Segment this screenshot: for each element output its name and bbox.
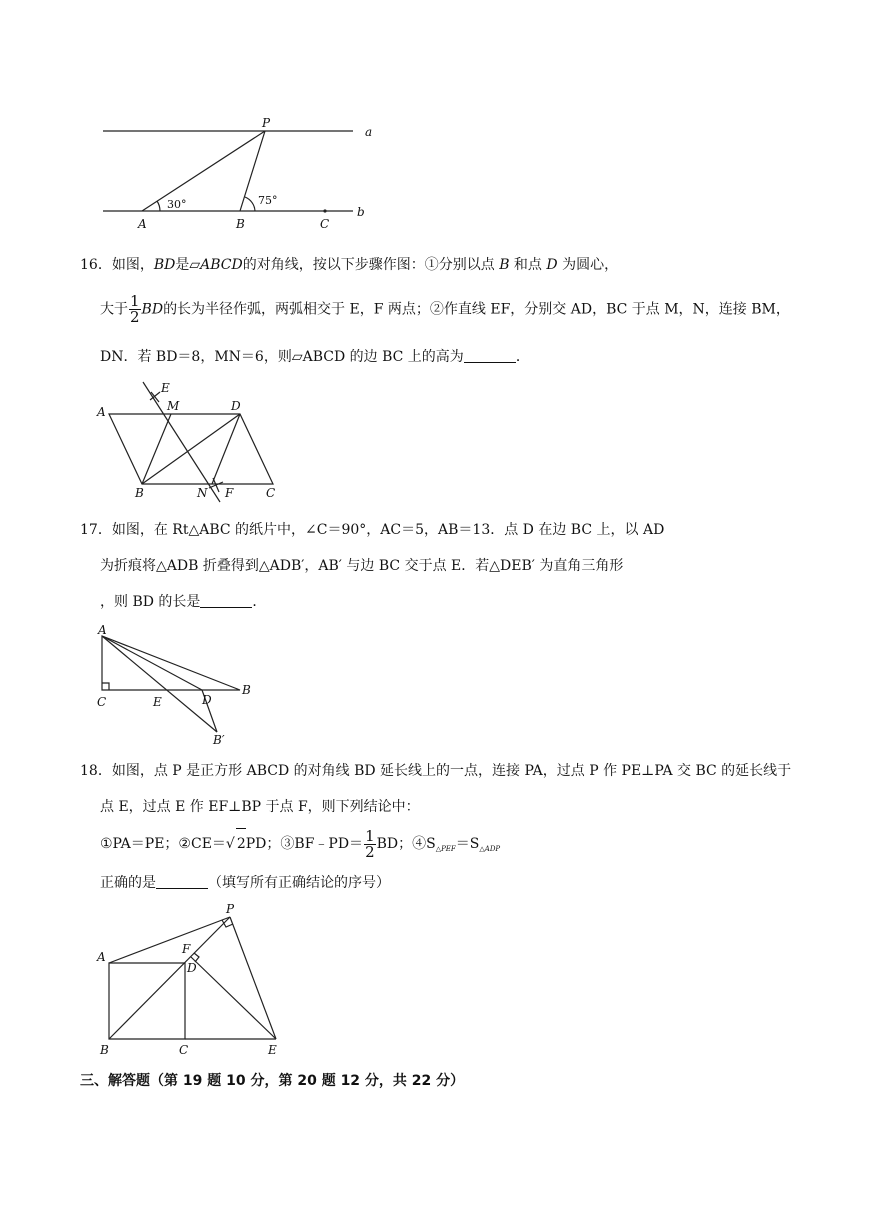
q18-answer-line	[100, 873, 390, 893]
label-D: D	[187, 961, 197, 975]
figure-q17	[92, 622, 272, 752]
q16-text: 为圆心，	[557, 257, 619, 273]
label-A: A	[97, 405, 106, 419]
q18-line2	[100, 797, 420, 817]
label-A: A	[98, 623, 107, 637]
q16-number: 16．	[80, 257, 112, 273]
label-angle-75: 75°	[258, 194, 278, 207]
q17-text: ，则 BD 的长是	[100, 594, 201, 610]
label-B: B	[100, 1043, 109, 1057]
label-b: b	[357, 205, 365, 219]
q16-text: ABCD	[200, 257, 243, 273]
figure-q16	[95, 378, 285, 508]
label-B: B	[236, 217, 245, 231]
label-D: D	[231, 399, 241, 413]
q18-text: 正确的是	[100, 875, 156, 891]
q18-conclusions: ①PA＝PE；②CE＝√ 2PD；③BF﹣PD＝ $\frac{1}{2}$ BD；$④S_{\triangle PEF}=S_{\triangle ADP}$	[100, 826, 501, 861]
label-C: C	[179, 1043, 189, 1057]
label-A: A	[97, 950, 106, 964]
q17-text: 为折痕将△ADB 折叠得到△ADB′，AB′ 与边 BC 交于点 E．若△DEB′ 为直角三角形	[100, 558, 624, 574]
q16-text: 如图，	[111, 257, 154, 273]
answer-blank	[464, 348, 516, 363]
label-B: B	[135, 486, 144, 500]
label-E: E	[268, 1043, 277, 1057]
label-C: C	[320, 217, 330, 231]
figure-q15	[95, 112, 395, 232]
q16-text: 是▱	[175, 257, 201, 273]
q17-line2	[100, 556, 623, 576]
q18-text: （填写所有正确结论的序号）	[208, 875, 390, 891]
q18-text: ＝S	[455, 836, 480, 852]
label-P: P	[226, 902, 235, 916]
q17-text: 如图，在 Rt△ABC 的纸片中，∠C＝90°，AC＝5，AB＝13．点 D 在边 BC 上，以 AD	[111, 522, 665, 538]
q16-line1	[80, 255, 618, 275]
q18-subscript: △PEF	[435, 845, 456, 853]
q17-line1	[80, 520, 664, 540]
q16-text: 的长为半径作弧，两弧相交于 E，F 两点；②作直线 EF，分别交 AD，BC 于点 M，N，连接 BM，	[163, 301, 790, 318]
q16-text: 大于	[100, 301, 128, 318]
q17-number: 17．	[80, 522, 112, 538]
fraction-half: $\frac{1}{2}$	[130, 292, 140, 326]
q17-line3	[100, 592, 266, 612]
fraction-half: $\frac{1}{2}$	[365, 826, 375, 861]
label-F: F	[225, 486, 234, 500]
q18-text: BD；④S	[376, 836, 436, 852]
q18-text: 如图，点 P 是正方形 ABCD 的对角线 BD 延长线上的一点，连接 PA，过点 P 作 PE⊥PA 交 BC 的延长线于	[111, 763, 792, 779]
q18-number: 18．	[80, 763, 112, 779]
q16-text: BD	[153, 257, 176, 273]
label-M: M	[167, 399, 180, 413]
label-C: C	[97, 695, 107, 709]
q18-subscript: △ADP	[479, 845, 501, 853]
label-E: E	[153, 695, 162, 709]
label-E: E	[161, 381, 170, 395]
label-Bprime: B′	[213, 733, 225, 747]
q18-text: 点 E，过点 E 作 EF⊥BP 于点 F，则下列结论中：	[100, 799, 420, 815]
answer-blank	[156, 874, 208, 889]
label-N: N	[197, 486, 208, 500]
label-D: D	[202, 693, 212, 707]
section-heading: 三、解答题（第 19 题 10 分，第 20 题 12 分，共 22 分）	[80, 1073, 465, 1089]
figure-q18	[95, 900, 305, 1060]
q16-text: BD	[141, 301, 164, 318]
q16-text: ．	[515, 349, 530, 365]
label-F: F	[182, 942, 191, 956]
q16-text: B	[499, 257, 510, 273]
label-C: C	[266, 486, 276, 500]
sqrt-two: 2	[236, 828, 246, 859]
q18-line1	[80, 761, 791, 781]
answer-blank	[200, 593, 252, 608]
q16-text: 和点	[509, 257, 547, 273]
label-A: A	[138, 217, 147, 231]
q17-text: ．	[252, 594, 267, 610]
q16-text: DN．若 BD＝8，MN＝6，则▱ABCD 的边 BC 上的高为	[100, 349, 464, 365]
q16-text: 的对角线，按以下步骤作图：①分别以点	[242, 257, 500, 273]
q16-line2	[100, 294, 790, 325]
label-P: P	[262, 116, 271, 130]
q18-text: ①PA＝PE；②CE＝	[100, 836, 226, 852]
q18-text: PD；③BF﹣PD＝	[245, 836, 364, 852]
label-a: a	[365, 125, 373, 139]
q16-text: D	[546, 257, 558, 273]
label-B: B	[242, 683, 251, 697]
q16-line3	[100, 347, 530, 367]
label-angle-30: 30°	[167, 198, 187, 211]
